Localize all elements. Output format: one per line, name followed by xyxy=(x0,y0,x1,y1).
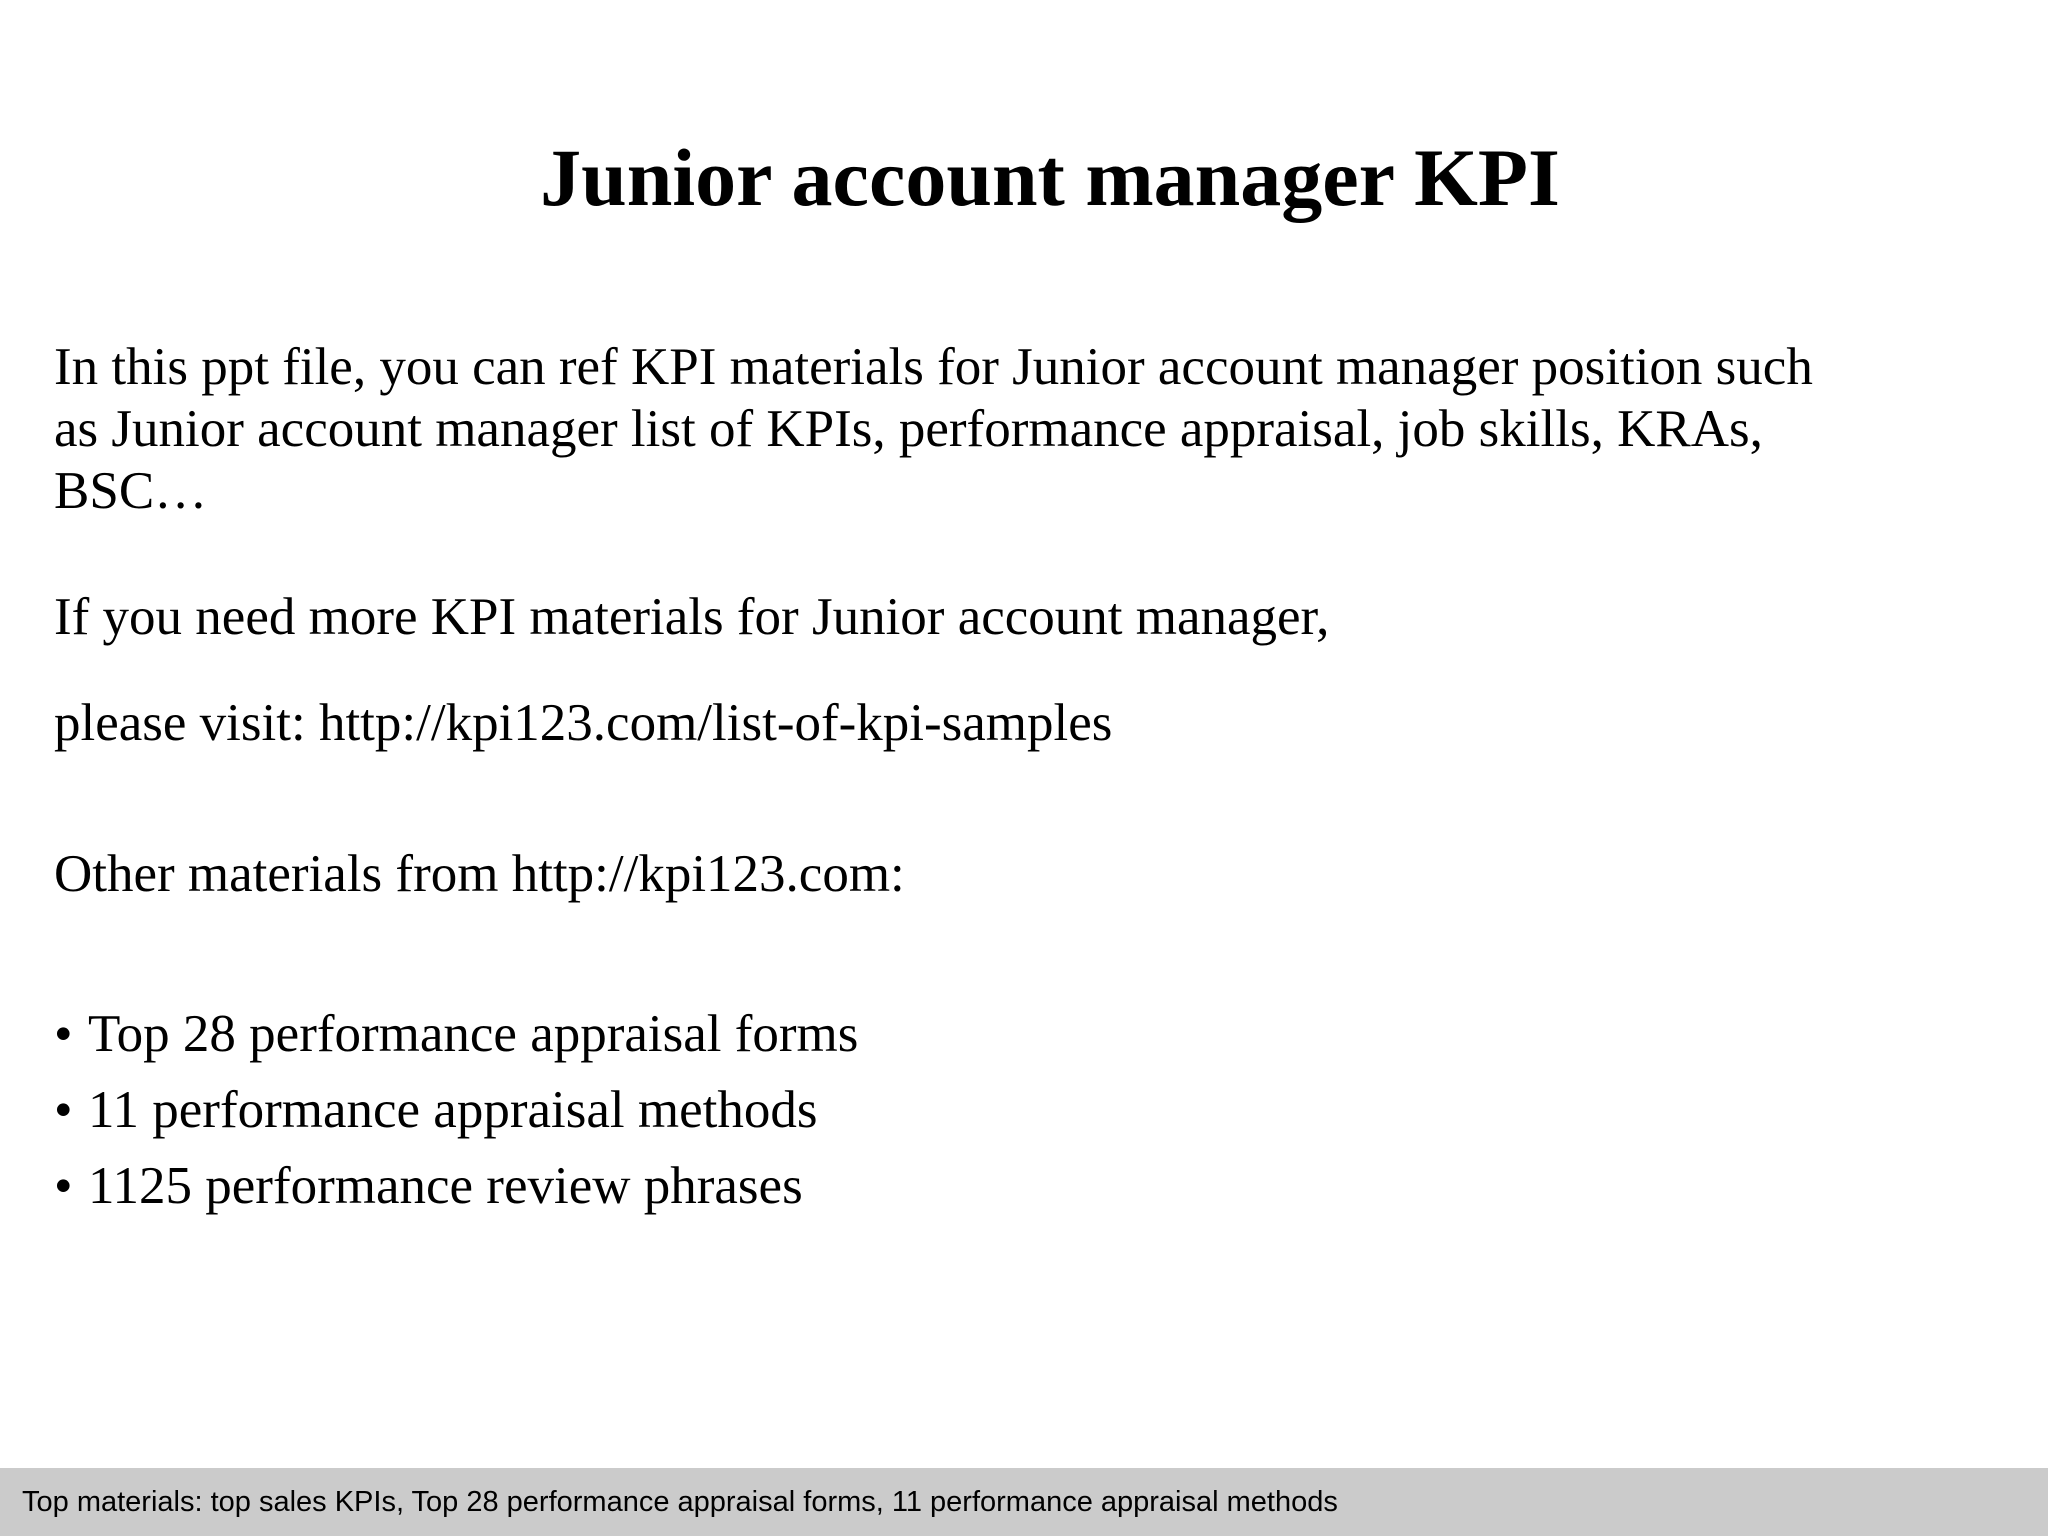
list-item-label: 1125 performance review phrases xyxy=(88,1157,803,1215)
list-item-label: Top 28 performance appraisal forms xyxy=(88,1005,859,1063)
slide-title: Junior account manager KPI xyxy=(540,132,1560,223)
bullet-icon: • xyxy=(54,1005,73,1063)
visit-link-text: please visit: http://kpi123.com/list-of-kpi-samples xyxy=(54,694,1113,752)
need-more-text: If you need more KPI materials for Junior account manager, xyxy=(54,588,1330,646)
bullet-icon: • xyxy=(54,1081,73,1139)
list-item xyxy=(54,996,858,1072)
other-materials-heading: Other materials from http://kpi123.com: xyxy=(54,845,905,903)
list-item xyxy=(54,1072,858,1148)
footer-text: Top materials: top sales KPIs, Top 28 performance appraisal forms, 11 performance appraisal methods xyxy=(22,1486,1338,1518)
intro-line: In this ppt file, you can ref KPI materials for Junior account manager position such xyxy=(54,338,1813,396)
list-item-label: 11 performance appraisal methods xyxy=(88,1081,818,1139)
materials-list xyxy=(54,996,858,1224)
list-item xyxy=(54,1148,858,1224)
footer-bar xyxy=(0,1468,2048,1536)
intro-line: BSC… xyxy=(54,462,208,520)
bullet-icon: • xyxy=(54,1157,73,1215)
intro-paragraph xyxy=(54,336,1813,522)
intro-line: as Junior account manager list of KPIs, performance appraisal, job skills, KRAs, xyxy=(54,400,1763,458)
